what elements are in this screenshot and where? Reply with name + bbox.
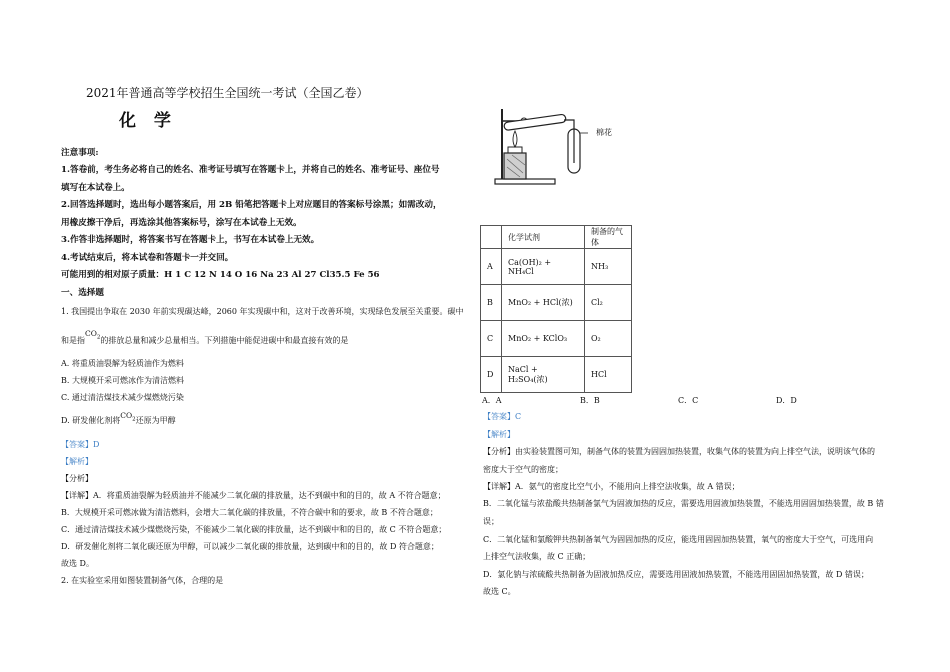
section-heading: 一、选择题 bbox=[61, 288, 104, 298]
notice-line: 2.回答选择题时，选出每小题答案后，用 2B 铅笔把答题卡上对应题目的答案标号涂黑；如需改动， bbox=[61, 200, 442, 210]
notice-line: 用橡皮擦干净后，再选涂其他答案标号，涂写在本试卷上无效。 bbox=[61, 218, 302, 228]
q2-explain-line: 密度大于空气的密度； bbox=[483, 465, 563, 474]
q1-detail-line: C．通过清洁煤技术减少煤燃烧污染，不能减少二氧化碳的排放量，达不到碳中和的目的，故 C 不符合题意； bbox=[61, 525, 447, 534]
q2-option-a: A．A bbox=[482, 396, 502, 405]
q2-explain-line: 【详解】A．氨气的密度比空气小，不能用向上排空法收集，故 A 错误； bbox=[483, 482, 740, 491]
q1-option-a: A. 将重质油裂解为轻质油作为燃料 bbox=[61, 359, 184, 368]
table-header-cell: 制备的气体 bbox=[585, 226, 632, 249]
q2-explain-line: 误； bbox=[483, 517, 499, 526]
cotton-label: 棉花 bbox=[596, 128, 612, 137]
q2-analysis-label: 【解析】 bbox=[483, 430, 515, 439]
q1-detail-line: 【详解】A．将重质油裂解为轻质油并不能减少二氧化碳的排放量，达不到碳中和的目的，故 A 不符合题意； bbox=[61, 491, 446, 500]
q1-detail-line: D．研发催化剂将二氧化碳还原为甲醇，可以减少二氧化碳的排放量，达到碳中和的目的，故 D 符合题意； bbox=[61, 542, 439, 551]
reagent-table bbox=[480, 225, 632, 393]
q2-option-d: D．D bbox=[776, 396, 797, 405]
subject-title: 化 学 bbox=[119, 111, 177, 131]
table-row: A Ca(OH)₂ + NH₄Cl NH₃ bbox=[481, 249, 632, 285]
table-row: B MnO₂ + HCl(浓) Cl₂ bbox=[481, 285, 632, 321]
exam-title: 2021年普通高等学校招生全国统一考试（全国乙卷） bbox=[86, 86, 369, 100]
q2-option-b: B．B bbox=[580, 396, 600, 405]
table-row: C MnO₂ + KClO₃ O₂ bbox=[481, 321, 632, 357]
q2-explain-line: D．氯化钠与浓硫酸共热制备为固液加热反应，需要选用固液加热装置，不能选用固固加热装置，故 D 错误； bbox=[483, 570, 869, 579]
apparatus-figure bbox=[490, 103, 640, 188]
q1-answer: 【答案】D bbox=[61, 440, 100, 449]
q1-analysis-label: 【解析】 bbox=[61, 457, 93, 466]
q2-stem: 2. 在实验室采用如图装置制备气体，合理的是 bbox=[61, 576, 224, 585]
notice-line: 3.作答非选择题时，将答案书写在答题卡上，书写在本试卷上无效。 bbox=[61, 235, 320, 245]
q1-option-d: D. 研发催化剂将$CO_2$还原为甲醇 bbox=[61, 411, 176, 425]
q2-explain-line: C．二氧化锰和氯酸钾共热制备氧气为固固加热的反应，能选用固固加热装置，氧气的密度大于空气，可选用向 bbox=[483, 535, 874, 544]
q2-option-c: C．C bbox=[678, 396, 699, 405]
atomic-mass-line: 可能用到的相对原子质量：H 1 C 12 N 14 O 16 Na 23 Al 27 Cl35.5 Fe 56 bbox=[61, 270, 380, 280]
table-row: D NaCl + H₂SO₄(浓) HCl bbox=[481, 357, 632, 393]
table-header-cell: 化学试剂 bbox=[502, 226, 585, 249]
q2-answer: 【答案】C bbox=[483, 412, 522, 421]
q1-stem-cont: 和是指$CO_2$的排放总量和减少总量相当。下列措施中能促进碳中和最直接有效的是 bbox=[61, 329, 349, 345]
q1-detail-line: B．大规模开采可燃冰做为清洁燃料，会增大二氧化碳的排放量，不符合碳中和的要求，故 B 不符合题意； bbox=[61, 508, 438, 517]
q2-explain-line: 故选 C。 bbox=[483, 587, 516, 596]
notice-line: 1.答卷前，考生务必将自己的姓名、准考证号填写在答题卡上，并将自己的姓名、准考证号、座位号 bbox=[61, 165, 440, 175]
q1-detail-line: 故选 D。 bbox=[61, 559, 94, 568]
q2-explain-line: 上排空气法收集，故 C 正确； bbox=[483, 552, 591, 561]
q1-stem: 1. 我国提出争取在 2030 年前实现碳达峰，2060 年实现碳中和，这对于改善环境，实现绿色发展至关重要。碳中 bbox=[61, 307, 464, 316]
notice-line: 填写在本试卷上。 bbox=[61, 183, 130, 193]
q2-explain-line: B．二氧化锰与浓盐酸共热制备氯气为固液加热的反应，需要选用固液加热装置，不能选用固固加热装置，故 B 错 bbox=[483, 499, 884, 508]
q1-fenxi-label: 【分析】 bbox=[61, 474, 93, 483]
table-header-cell bbox=[481, 226, 502, 249]
notice-line: 4.考试结束后，将本试卷和答题卡一并交回。 bbox=[61, 253, 234, 263]
q1-option-b: B. 大规模开采可燃冰作为清洁燃料 bbox=[61, 376, 184, 385]
notice-heading: 注意事项: bbox=[61, 148, 99, 158]
q1-option-c: C. 通过清洁煤技术减少煤燃烧污染 bbox=[61, 393, 184, 402]
q2-explain-line: 【分析】由实验装置图可知，制备气体的装置为固固加热装置，收集气体的装置为向上排空气法，说明该气体的 bbox=[483, 447, 875, 456]
